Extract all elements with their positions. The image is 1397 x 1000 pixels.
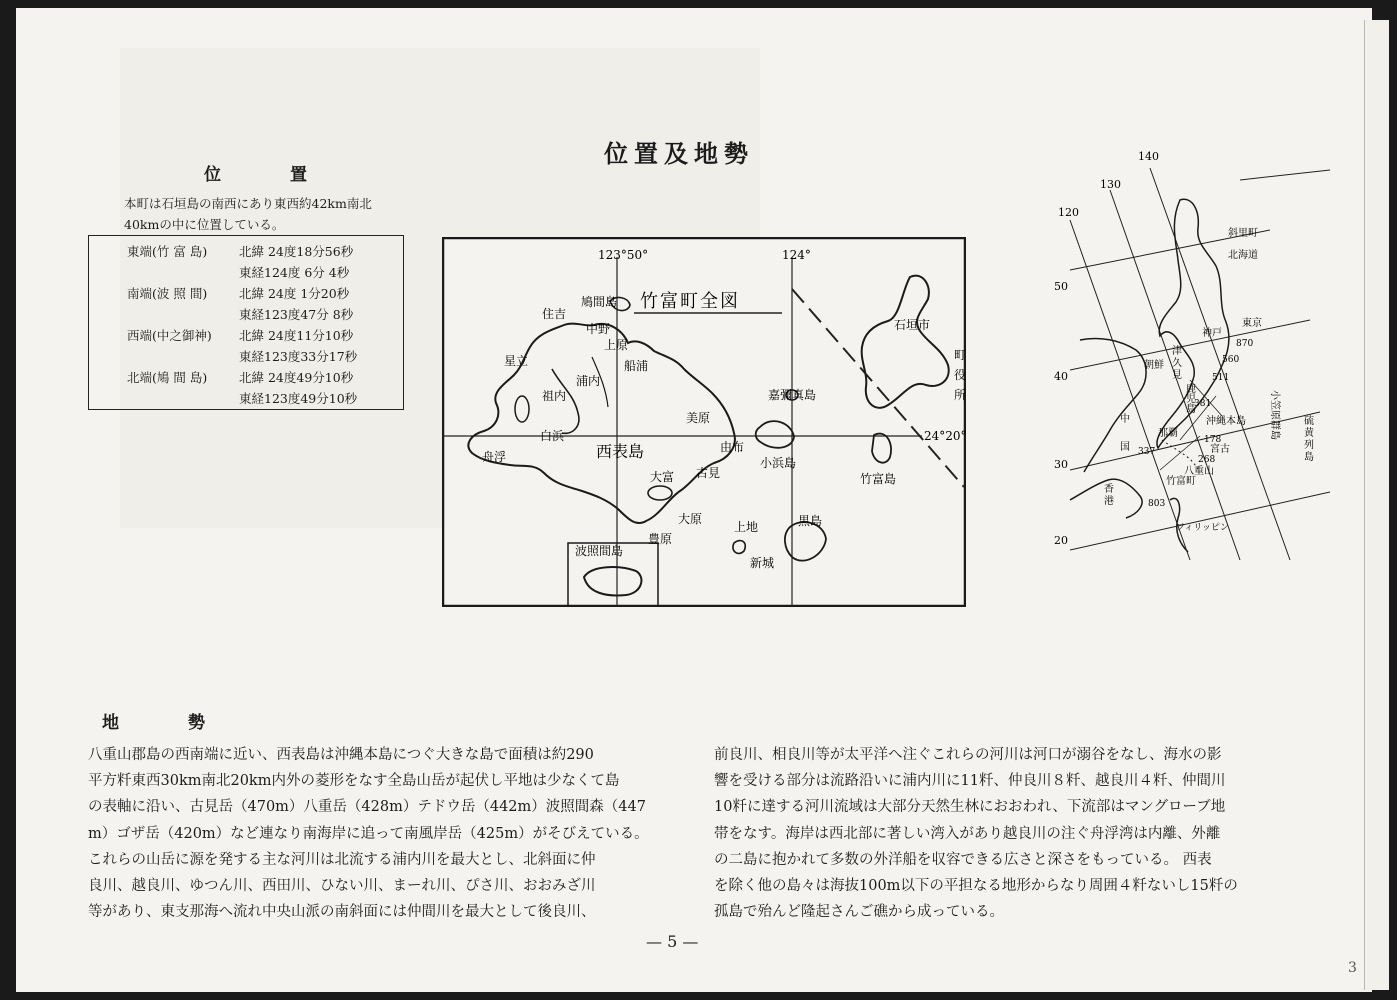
place-funaura: 船浦 [624,359,649,373]
place-kuroshima: 黒島 [798,514,823,528]
corner-mark: 3 [1348,960,1357,976]
dist-178: 178 [1204,435,1222,445]
place-naha: 那覇 [1158,428,1178,439]
place-ohara: 大原 [678,512,703,526]
place-shirahama: 白浜 [540,429,565,443]
label-io-4: 島 [1304,452,1314,463]
label-ku: 久 [1172,358,1182,369]
distance-line-3 [1160,436,1200,470]
place-toyohara: 豊原 [648,532,673,546]
korea-outline [1080,338,1146,472]
dist-337: 337 [1138,447,1156,457]
label-shima: 島 [1186,404,1196,415]
location-heading: 位 置 [204,165,333,185]
place-philippines: フィリッピン [1176,523,1229,533]
page-title: 位置及地勢 [604,140,754,168]
terrain-heading: 地 勢 [102,713,231,733]
coordinates-table [88,235,404,410]
label-io-2: 黄 [1304,428,1314,439]
dist-511: 511 [1212,373,1230,383]
map-title: 竹富町全図 [640,291,740,312]
place-kayama: 嘉彌真島 [768,388,817,402]
terrain-right-line: 響を受ける部分は流路沿いに浦内川に11粁、仲良川８粁、越良川４粁、仲間川 [714,773,1226,790]
place-nakano: 中野 [586,322,611,336]
place-yaeyama: 八重山 [1184,466,1214,477]
meridian-120 [1070,220,1190,560]
place-town-2: 役 [954,368,966,382]
terrain-left-line: の表軸に沿い、古見岳（470m）八重岳（428m）テドウ岳（442m）波照間森（447 [88,799,646,816]
place-town-1: 町 [954,348,966,362]
place-otomi: 大富 [650,470,675,484]
place-uechi: 上地 [734,520,759,534]
inset-label: 波照間島 [575,544,624,558]
terrain-left-line: 平方粁東西30km南北20km内外の菱形をなす全島山岳が起伏し平地は少なくて島 [88,773,620,790]
place-taketomi: 竹富島 [860,472,897,486]
terrain-right-line: 10粁に達する河川流域は大部分天然生林におおわれ、下流部はマングローブ地 [714,799,1226,816]
label-io-3: 列 [1304,440,1314,451]
dist-268: 268 [1198,455,1216,465]
tick-120: 120 [1058,206,1079,219]
dist-381: 381 [1194,399,1212,409]
japan-inset-map [1040,140,1340,580]
frame-edge [1240,170,1330,180]
lat-label-24-20: 24°20° [924,429,966,443]
terrain-left-line: 八重山郡島の西南端に近い、西表島は沖縄本島につぐ大きな島で面積は約290 [88,747,594,763]
coord-west-lon: 東経123度33分17秒 [239,349,358,364]
place-hoshidate: 星立 [504,354,529,368]
parallel-40 [1070,320,1310,370]
place-aragusuku: 新城 [750,556,775,570]
coord-south-label: 南端(波 照 間) [127,286,208,301]
place-mihara: 美原 [686,411,711,425]
tick-140: 140 [1138,150,1159,163]
coord-south-lat: 北緯 24度 1分20秒 [239,286,350,301]
terrain-right-line: を除く他の島々は海抜100m以下の平担なる地形からなり周囲４粁ないし15粁の [714,878,1238,895]
lon-label-123-50: 123°50° [598,248,649,262]
terrain-left-line: m）ゴザ岳（420m）など連なり南海岸に追って南風岸岳（425m）がそびえている。 [88,825,649,842]
label-go: 児 [1186,394,1196,405]
label-mi: 見 [1172,370,1182,381]
tick-50: 50 [1054,280,1068,293]
place-kobe: 神戸 [1202,328,1222,339]
terrain-left-line: これらの山岳に源を発する主な河川は北流する浦内川を最大とし、北斜面に仲 [88,851,596,868]
dist-870: 870 [1236,339,1254,349]
label-china-1: 中 [1120,414,1130,425]
coord-north-label: 北端(鳩 間 島) [127,370,208,385]
label-china-2: 国 [1120,442,1130,453]
coord-south-lon: 東経123度47分 8秒 [239,307,354,322]
taketomi-town-map [442,237,966,607]
terrain-right-line: 孤島で殆んど隆起さんご礁から成っている。 [714,904,1004,921]
coord-north-lon: 東経123度49分10秒 [239,391,358,406]
coord-west-label: 西端(中之御神) [127,328,212,343]
tick-40: 40 [1054,370,1068,383]
place-sumiyoshi: 住吉 [542,307,567,321]
terrain-text-right [714,742,1314,925]
parallel-30 [1070,412,1320,470]
terrain-right-line: の二島に抱かれて多数の外洋船を収容できる広さと深さをもっている。 西表 [714,851,1212,868]
page-number: — 5 — [646,932,699,951]
location-intro: 本町は石垣島の南西にあり東西約42km南北40kmの中に位置している。 [124,196,372,232]
place-miyako: 宮古 [1210,444,1230,455]
place-hokkaido: 北海道 [1228,250,1258,261]
coord-north-lat: 北緯 24度49分10秒 [239,370,354,385]
terrain-right-line: 前良川、相良川等が太平洋へ注ぐこれらの河川は河口が溺谷をなし、海水の影 [714,747,1222,763]
place-hatoma: 鳩間島 [581,295,618,309]
place-okinawa: 沖縄本島 [1206,416,1246,427]
lon-label-124: 124° [782,248,811,262]
place-taketomi-town: 竹富町 [1166,476,1196,487]
place-urauchi: 浦内 [576,374,601,388]
terrain-left-line: 等があり、東支那海へ流れ中央山派の南斜面には仲間川を最大として後良川、 [88,904,596,921]
next-page-edge [1364,20,1389,990]
place-funauki: 舟浮 [482,450,507,464]
terrain-text-left [88,742,688,925]
tick-20: 20 [1054,534,1068,547]
place-shari: 斜里町 [1228,228,1258,239]
place-yubu: 由布 [720,440,745,454]
label-ka: 鹿 [1186,384,1196,395]
place-uehara: 上原 [604,338,629,352]
place-iriomote: 西表島 [596,442,645,461]
place-komi: 古見 [696,466,721,480]
label-io-1: 硫 [1304,416,1314,427]
coord-east-lon: 東経124度 6分 4秒 [239,265,350,280]
label-tsu: 津 [1172,346,1182,357]
place-sonai: 祖内 [542,389,567,403]
place-kohama: 小浜島 [760,456,797,470]
coord-west-lat: 北緯 24度11分10秒 [239,328,354,343]
coord-east-label: 東端(竹 富 島) [127,244,208,259]
dist-803: 803 [1148,499,1166,509]
place-ogasawara: 小笠原群島 [1269,390,1280,440]
dist-560: 560 [1222,355,1240,365]
label-hk-1: 香 [1104,484,1114,495]
tick-30: 30 [1054,458,1068,471]
place-tokyo: 東京 [1242,318,1262,329]
place-town-3: 所 [954,388,966,402]
place-korea: 朝鮮 [1144,360,1164,371]
coord-east-lat: 北緯 24度18分56秒 [239,244,354,259]
label-hk-2: 港 [1104,496,1114,507]
terrain-left-line: 良川、越良川、ゆつん川、西田川、ひない川、まーれ川、ぴさ川、おおみざ川 [88,878,596,895]
place-ishigaki: 石垣市 [894,318,931,332]
terrain-right-line: 帯をなす。海岸は西北部に著しい湾入があり越良川の注ぐ舟浮湾は内離、外離 [714,825,1221,842]
tick-130: 130 [1100,178,1121,191]
